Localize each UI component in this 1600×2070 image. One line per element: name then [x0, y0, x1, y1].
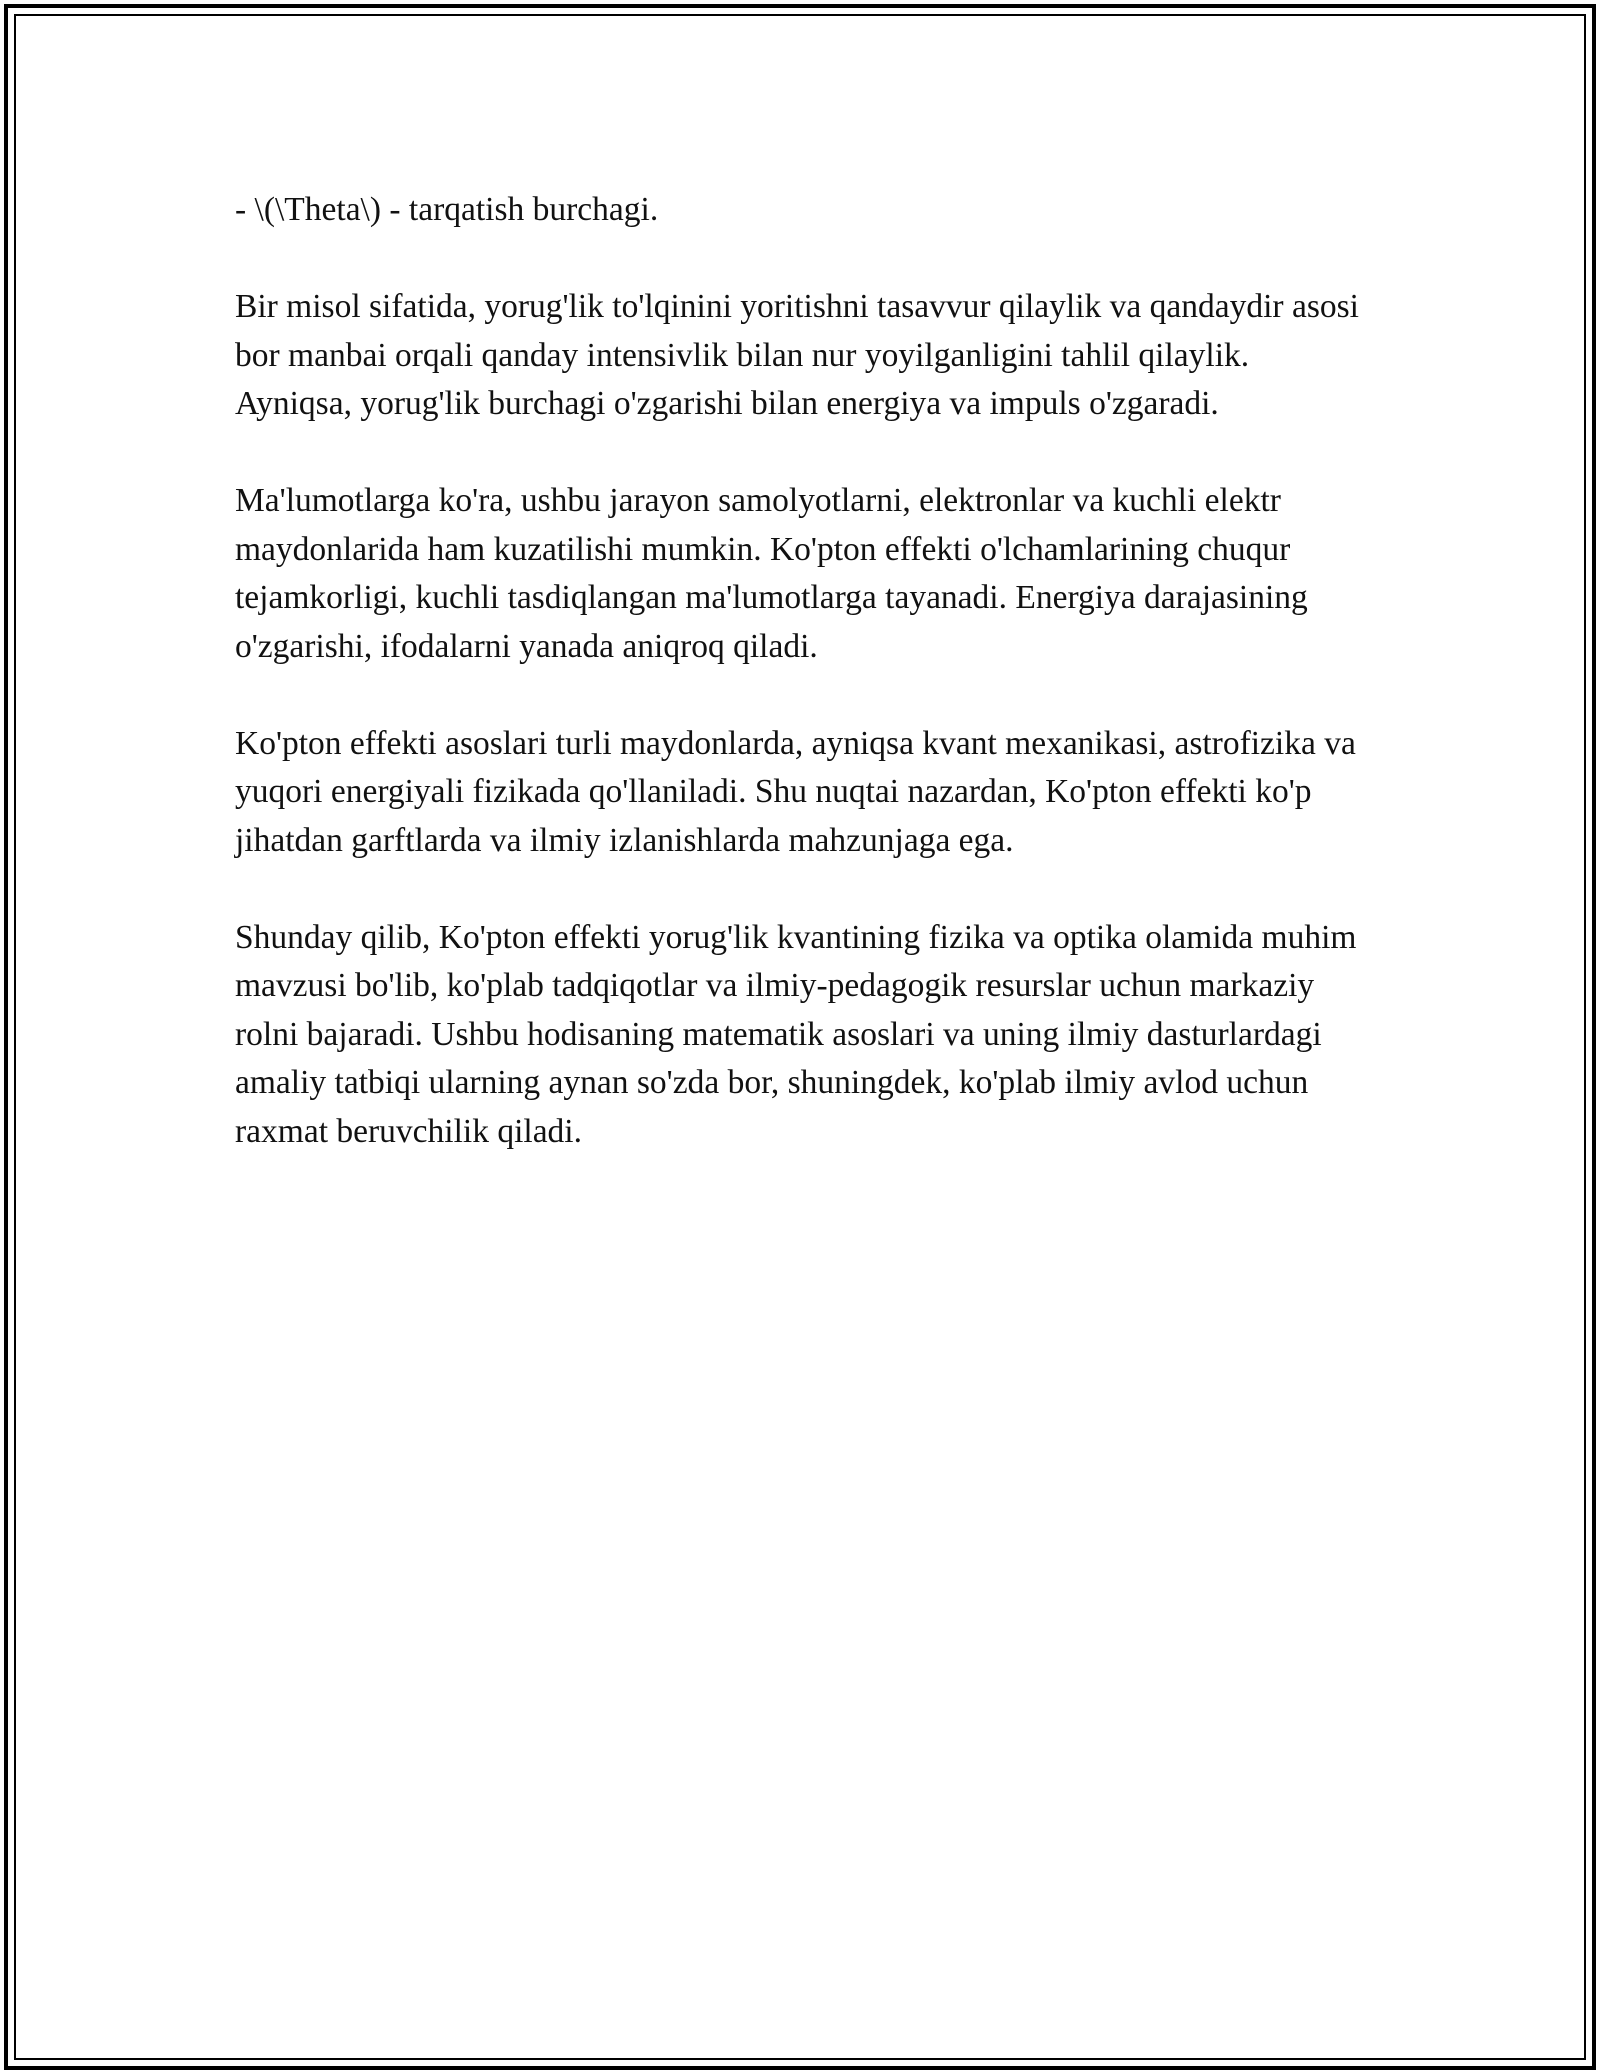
paragraph-example: Bir misol sifatida, yorug'lik to'lqinini yoritishni tasavvur qilaylik va qandaydir asosi bor manbai orqali qanday intensivlik bilan nur yoyilganligini tahlil qilaylik. Ayniqsa, yorug'lik burchagi o'zgarishi bilan energiya va impuls o'zgaradi.	[235, 288, 1359, 422]
document-body	[235, 186, 1365, 1205]
paragraph-theta-definition: - \(\Theta\) - tarqatish burchagi.	[235, 191, 659, 228]
paragraph-data: Ma'lumotlarga ko'ra, ushbu jarayon samolyotlarni, elektronlar va kuchli elektr maydonlarida ham kuzatilishi mumkin. Ko'pton effekti o'lchamlarining chuqur tejamkorligi, kuchli tasdiqlangan ma'lumotlarga tayanadi. Energiya darajasining o'zgarishi, ifodalarni yanada aniqroq qiladi.	[235, 482, 1308, 665]
paragraph-applications: Ko'pton effekti asoslari turli maydonlarda, ayniqsa kvant mexanikasi, astrofizika va yuqori energiyali fizikada qo'llaniladi. Shu nuqtai nazardan, Ko'pton effekti ko'p jihatdan garftlarda va ilmiy izlanishlarda mahzunjaga ega.	[235, 724, 1356, 859]
paragraph-conclusion: Shunday qilib, Ko'pton effekti yorug'lik kvantining fizika va optika olamida muhim mavzusi bo'lib, ko'plab tadqiqotlar va ilmiy-pedagogik resurslar uchun markaziy rolni bajaradi. Ushbu hodisaning matematik asoslari va uning ilmiy dasturlardagi amaliy tatbiqi ularning aynan so'zda bor, shuningdek, ko'plab ilmiy avlod uchun raxmat beruvchilik qiladi.	[235, 918, 1357, 1150]
